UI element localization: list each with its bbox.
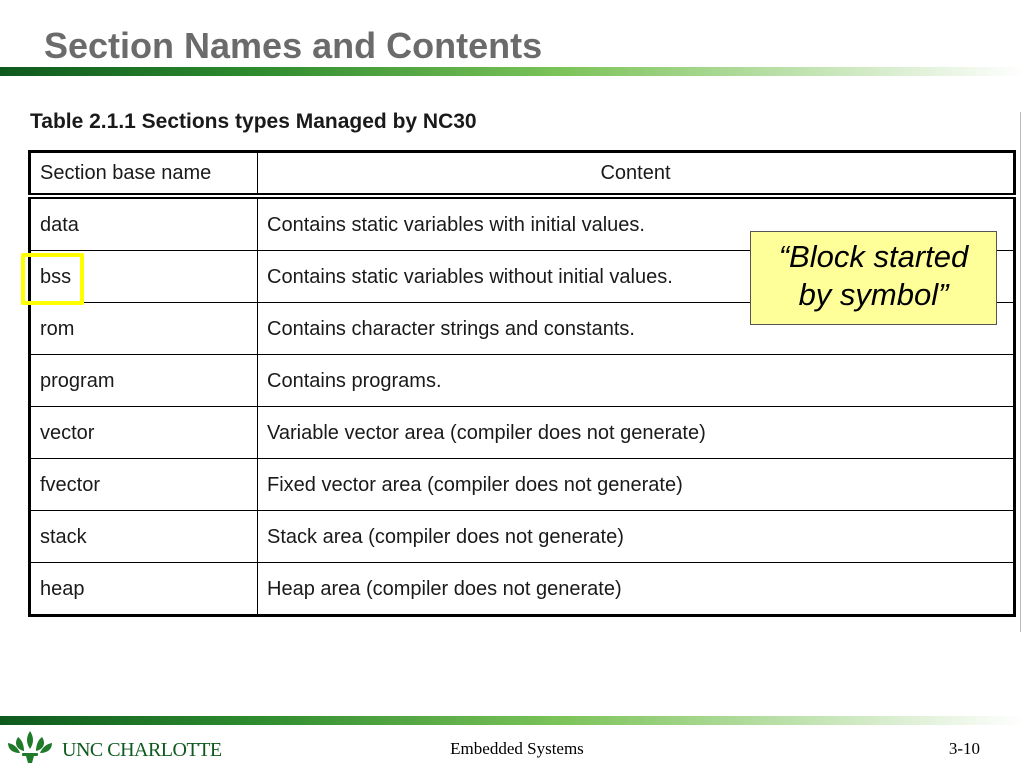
slide-title: Section Names and Contents [44,25,543,66]
callout-line-1: “Block started [778,239,969,274]
table-header-row [30,152,1015,197]
section-content-cell: Stack area (compiler does not generate) [258,511,1015,563]
edge-divider [1020,112,1021,632]
section-name-cell: program [30,355,258,407]
bss-callout-box [750,231,997,325]
section-name-cell: heap [30,563,258,616]
unc-charlotte-logo [4,729,224,765]
footer-divider-bar [0,716,1024,725]
section-name-cell: vector [30,407,258,459]
section-name-cell: data [30,196,258,251]
logo-wordmark: UNC CHARLOTTE [62,739,222,761]
crown-leaf-icon [4,729,56,765]
callout-line-2: by symbol” [798,277,949,312]
table-row [30,563,1015,616]
section-name-cell: fvector [30,459,258,511]
table-row [30,407,1015,459]
table-caption: Table 2.1.1 Sections types Managed by NC30 [30,110,477,133]
section-name-cell: rom [30,303,258,355]
title-divider-bar [0,67,1024,76]
bss-highlight-box [21,253,84,305]
section-content-cell: Variable vector area (compiler does not generate) [258,407,1015,459]
section-name-cell: bss [30,251,258,303]
section-content-cell: Contains static variables with initial values. [258,196,1015,251]
section-content-cell: Contains programs. [258,355,1015,407]
sections-table [28,150,1016,617]
section-name-cell: stack [30,511,258,563]
section-content-cell: Heap area (compiler does not generate) [258,563,1015,616]
section-content-cell: Contains character strings and constants. [258,303,1015,355]
table-row [30,355,1015,407]
table-row [30,459,1015,511]
header-section-base-name: Section base name [30,152,258,197]
footer-course-name: Embedded Systems [450,739,584,758]
table-row [30,511,1015,563]
section-content-cell: Contains static variables without initial values. [258,251,1015,303]
section-content-cell: Fixed vector area (compiler does not generate) [258,459,1015,511]
header-content: Content [258,152,1015,197]
footer-page-number: 3-10 [948,739,980,758]
